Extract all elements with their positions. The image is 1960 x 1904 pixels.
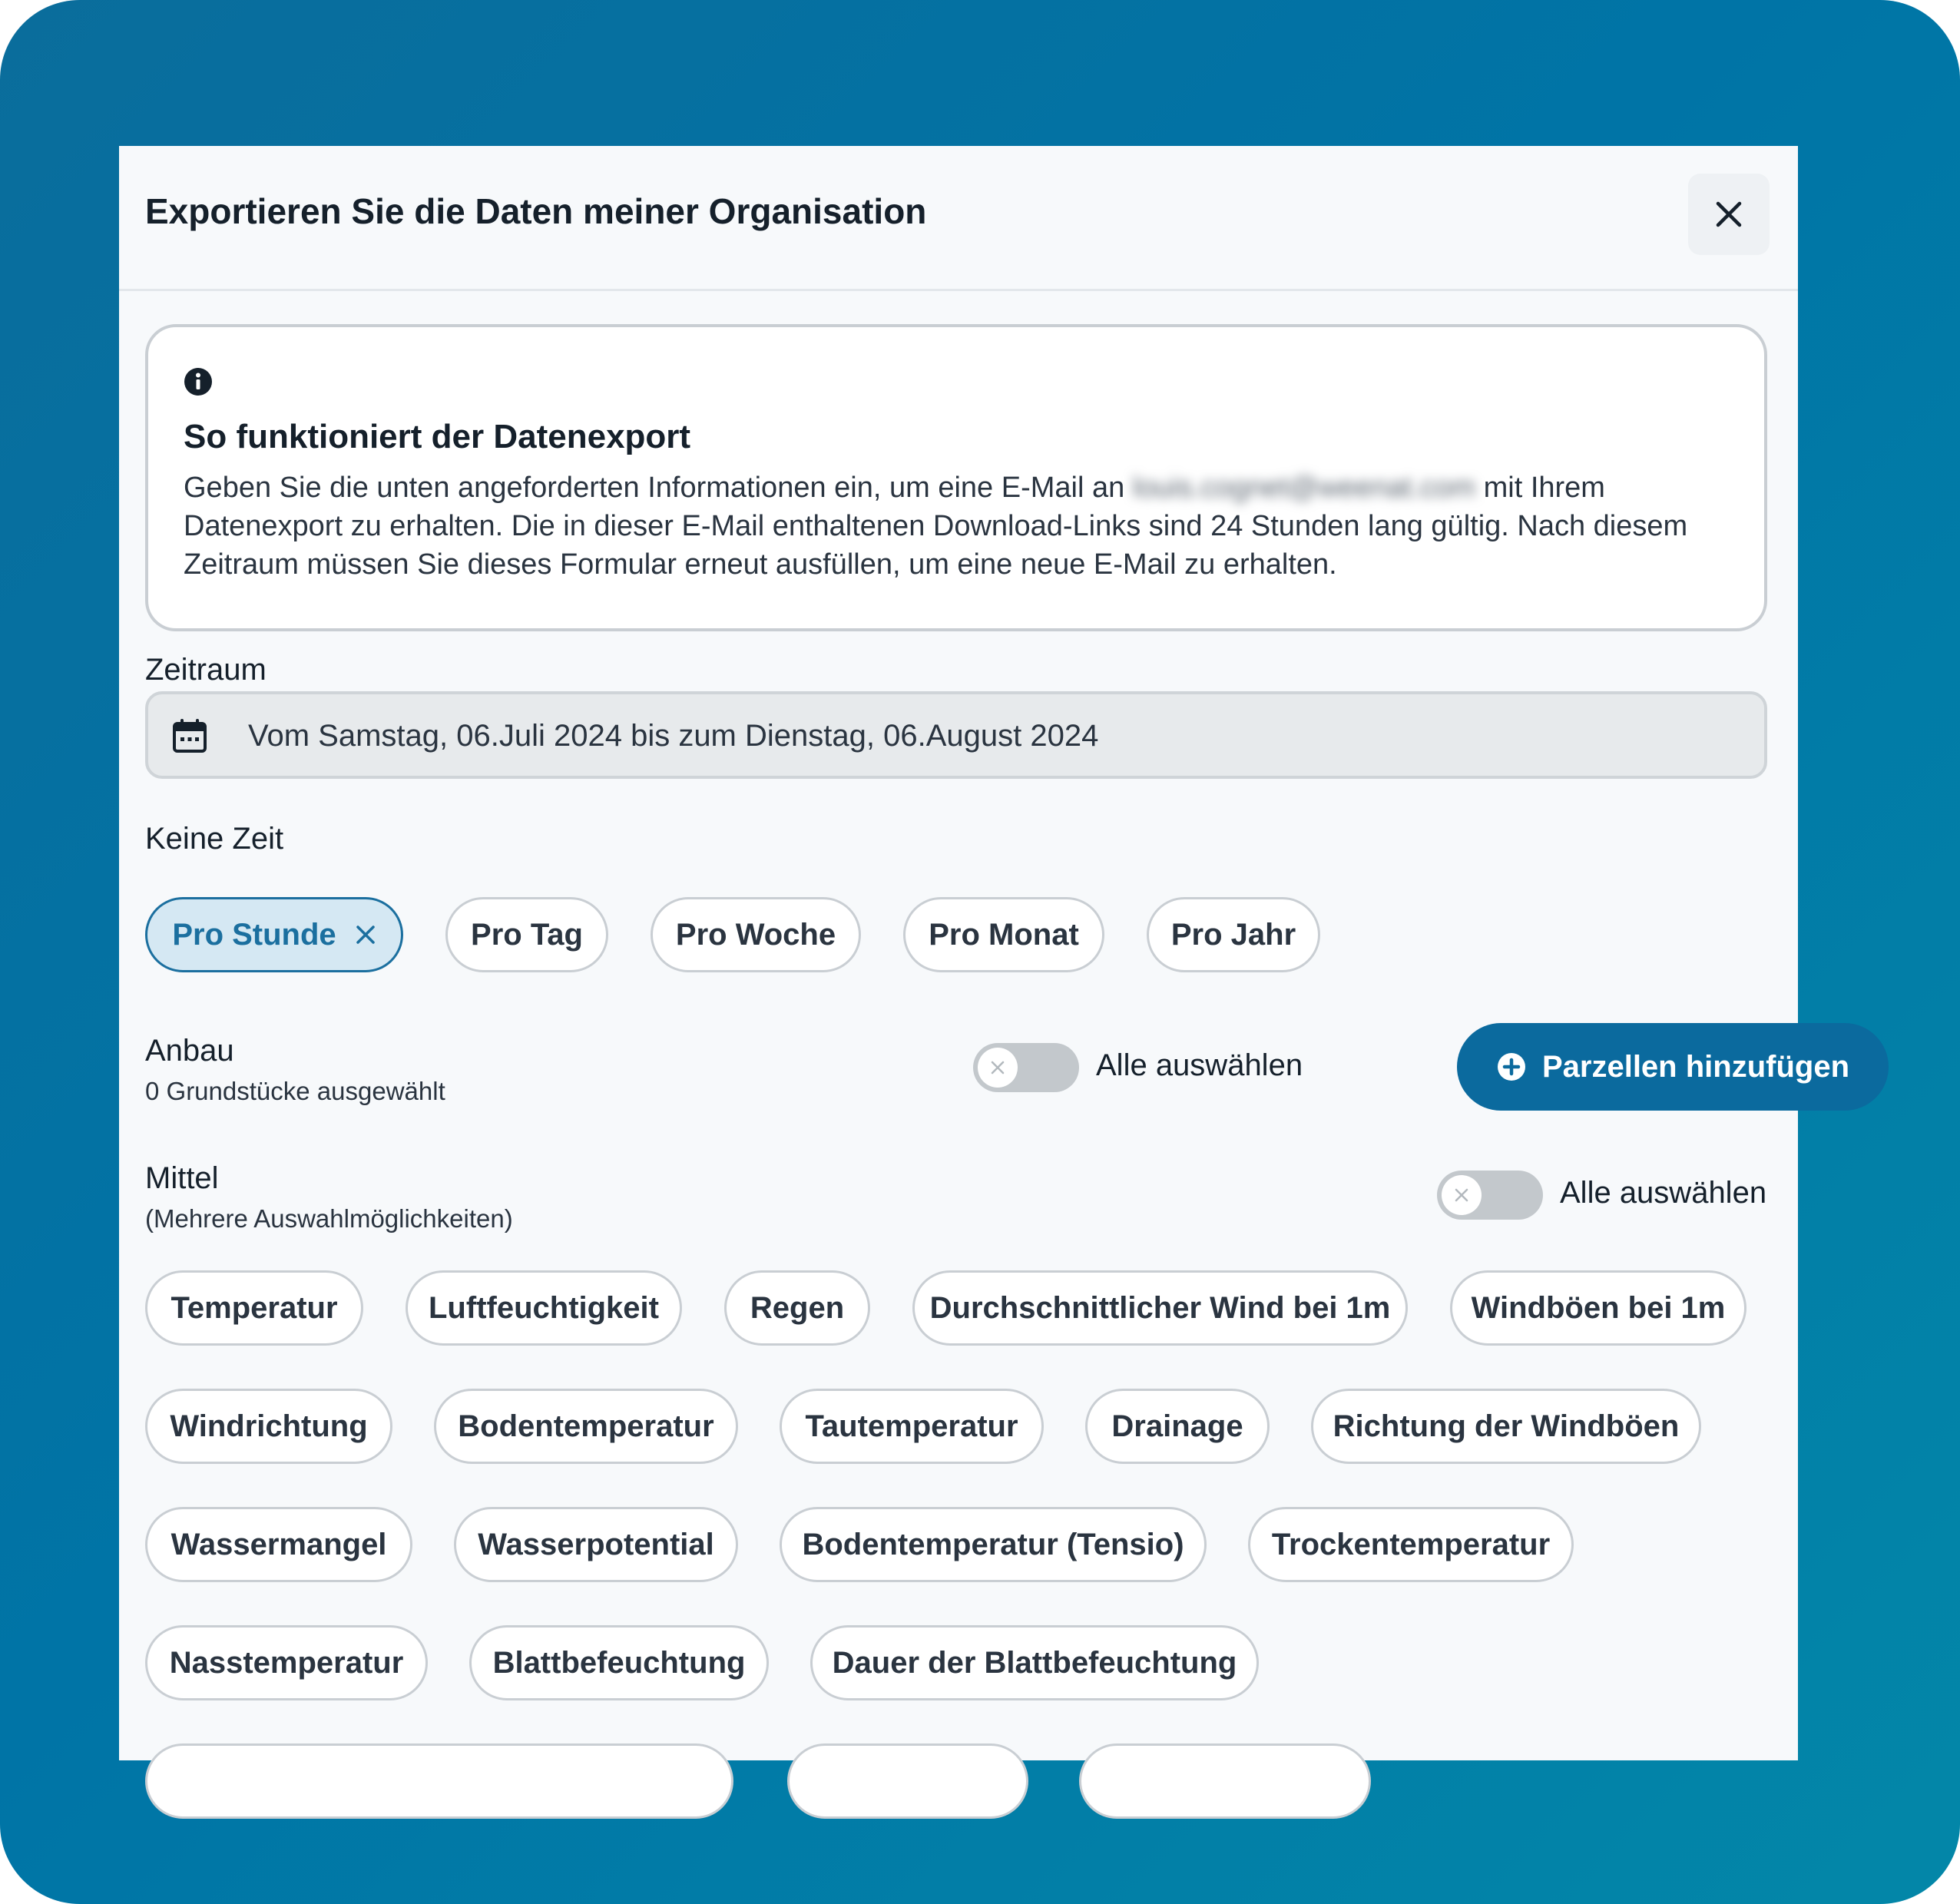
crop-select-all-label: Alle auswählen [1096, 1048, 1303, 1082]
chip-label: Pro Monat [929, 917, 1079, 952]
chip-regen[interactable] [724, 1270, 870, 1346]
redacted-email: louis.cognet@weenat.com [1132, 472, 1476, 504]
chip-label: Wasserpotential [478, 1527, 714, 1561]
chip-label: Pro Tag [471, 917, 583, 952]
chip-label: Regen [750, 1290, 845, 1325]
toggle-knob [1442, 1175, 1482, 1215]
time-step-label: Keine Zeit [145, 822, 284, 856]
calendar-icon [171, 717, 208, 754]
chip-partial[interactable] [1079, 1743, 1371, 1819]
chip-pro-monat[interactable] [903, 897, 1104, 972]
chip-label: Drainage [1111, 1409, 1243, 1443]
dialog-title: Exportieren Sie die Daten meiner Organisation [145, 191, 927, 231]
chip-label: Windrichtung [170, 1409, 368, 1443]
close-button[interactable] [1688, 174, 1770, 255]
means-select-all-toggle[interactable] [1437, 1171, 1543, 1220]
chip-label: Bodentemperatur [458, 1409, 714, 1443]
chip-pro-tag[interactable] [445, 897, 608, 972]
remove-icon[interactable] [355, 924, 376, 945]
info-text-before: Geben Sie die unten angeforderten Informationen ein, um eine E-Mail an [184, 472, 1133, 504]
chip-drainage[interactable] [1085, 1389, 1270, 1464]
chip-tautemperatur[interactable] [780, 1389, 1044, 1464]
info-icon [184, 367, 213, 396]
chip-pro-woche[interactable] [651, 897, 861, 972]
info-text [184, 469, 1735, 584]
chip-luftfeuchtigkeit[interactable] [406, 1270, 682, 1346]
chip-label: Temperatur [171, 1290, 338, 1325]
chip-richtung-windboeen[interactable] [1311, 1389, 1701, 1464]
chip-windrichtung[interactable] [145, 1389, 392, 1464]
chip-durchschnittlicher-wind[interactable] [912, 1270, 1408, 1346]
info-card [145, 324, 1767, 631]
chip-label: Nasstemperatur [169, 1645, 404, 1680]
chip-wasserpotential[interactable] [454, 1507, 738, 1582]
date-range-value: Vom Samstag, 06.Juli 2024 bis zum Dienstag, 06.August 2024 [248, 719, 1099, 753]
toggle-knob [978, 1048, 1018, 1088]
toggle-off-icon [989, 1059, 1006, 1076]
chip-label: Wassermangel [171, 1527, 387, 1561]
chip-partial[interactable] [787, 1743, 1028, 1819]
add-plots-button[interactable] [1457, 1023, 1889, 1111]
period-label: Zeitraum [145, 653, 267, 687]
date-range-field[interactable] [145, 691, 1767, 779]
chip-label: Pro Woche [675, 917, 836, 952]
chip-label: Windböen bei 1m [1471, 1290, 1726, 1325]
chip-pro-stunde[interactable] [145, 897, 403, 972]
chip-blattbefeuchtung[interactable] [469, 1625, 769, 1700]
chip-nasstemperatur[interactable] [145, 1625, 428, 1700]
chip-label: Dauer der Blattbefeuchtung [832, 1645, 1237, 1680]
chip-label: Pro Stunde [172, 917, 336, 952]
chip-label: Luftfeuchtigkeit [429, 1290, 659, 1325]
chip-label: Bodentemperatur (Tensio) [802, 1527, 1184, 1561]
close-icon [1713, 199, 1744, 230]
dialog-header [119, 146, 1798, 291]
chip-label: Durchschnittlicher Wind bei 1m [929, 1290, 1391, 1325]
chip-bodentemperatur-tensio[interactable] [780, 1507, 1207, 1582]
chip-wassermangel[interactable] [145, 1507, 412, 1582]
crop-label: Anbau [145, 1034, 234, 1068]
chip-label: Pro Jahr [1170, 917, 1296, 952]
means-select-all-label: Alle auswählen [1560, 1176, 1767, 1210]
means-sublabel: (Mehrere Auswahlmöglichkeiten) [145, 1204, 513, 1233]
chip-label: Blattbefeuchtung [492, 1645, 746, 1680]
export-dialog [119, 146, 1850, 1760]
toggle-off-icon [1453, 1187, 1470, 1204]
crop-sublabel: 0 Grundstücke ausgewählt [145, 1077, 445, 1105]
chip-bodentemperatur[interactable] [434, 1389, 738, 1464]
add-plots-label: Parzellen hinzufügen [1541, 1049, 1850, 1084]
chip-label: Richtung der Windböen [1333, 1409, 1680, 1443]
chip-windboeen[interactable] [1450, 1270, 1746, 1346]
chip-dauer-blattbefeuchtung[interactable] [810, 1625, 1259, 1700]
chip-label: Trockentemperatur [1271, 1527, 1551, 1561]
chip-partial[interactable] [145, 1743, 733, 1819]
crop-select-all-toggle[interactable] [973, 1043, 1079, 1092]
means-label: Mittel [145, 1161, 219, 1195]
chip-trockentemperatur[interactable] [1248, 1507, 1574, 1582]
info-text-after: mit Ihrem Datenexport zu erhalten. Die in dieser E-Mail enthaltenen Download-Links sind 24 Stunden lang gültig. Nach diesem Zeitraum müssen Sie dieses Formular erneut ausfüllen, um eine neue E-Mail zu erhalten. [184, 472, 1688, 581]
plus-circle-icon [1496, 1051, 1527, 1082]
chip-pro-jahr[interactable] [1147, 897, 1320, 972]
chip-label: Tautemperatur [805, 1409, 1018, 1443]
chip-temperatur[interactable] [145, 1270, 363, 1346]
info-title: So funktioniert der Datenexport [184, 418, 691, 455]
